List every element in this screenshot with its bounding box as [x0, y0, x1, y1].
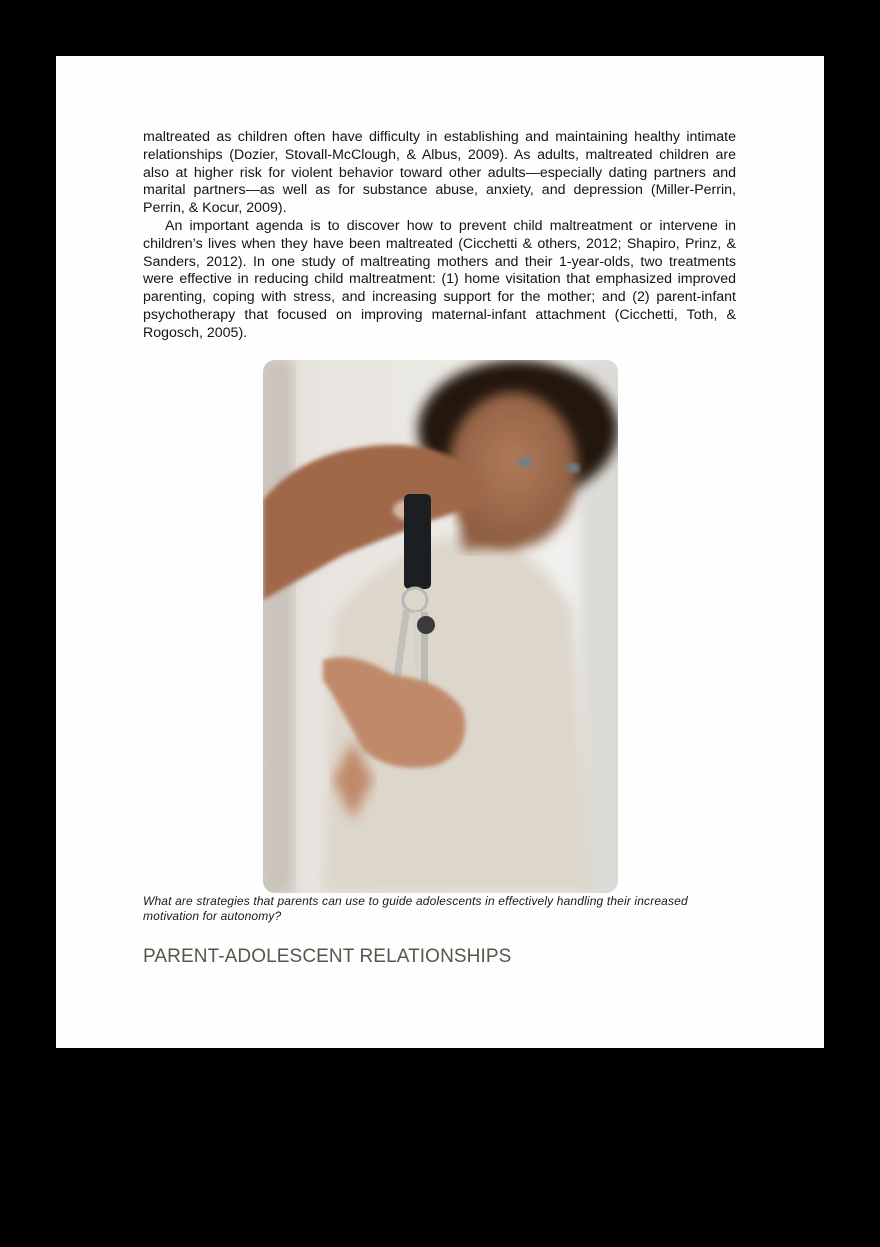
- body-paragraph-2: An important agenda is to discover how to prevent child maltreatment or intervene in children’s lives when they have been maltreated (Cicchetti & others, 2012; Shapiro, Prinz, & Sanders, 2012). In one study of maltreating mothers and their 1-year-olds, two treatments were effective in reducing child maltreatment: (1) home visitation that emphasized improved parenting, coping with stress, and increasing support for the mother; and (2) parent-infant psychotherapy that focused on improving maternal-infant attachment (Cicchetti, Toth, & Rogosch, 2005).: [143, 218, 736, 341]
- body-paragraph-1: maltreated as children often have difficulty in establishing and maintaining healthy intimate relationships (Dozier, Stovall-McClough, & Albus, 2009). As adults, maltreated children are also at higher risk for violent behavior toward other adults—especially dating partners and marital partners—as well as for substance abuse, anxiety, and depression (Miller-Perrin, Perrin, & Kocur, 2009).: [143, 129, 736, 217]
- keys-handover-illustration: [263, 360, 618, 893]
- section-heading: PARENT-ADOLESCENT RELATIONSHIPS: [143, 946, 512, 967]
- figure-photo-keys-handover: [263, 360, 618, 893]
- figure-caption: What are strategies that parents can use to guide adolescents in effectively handling their increased motivation for autonomy?: [143, 894, 688, 923]
- document-page: [56, 56, 824, 1048]
